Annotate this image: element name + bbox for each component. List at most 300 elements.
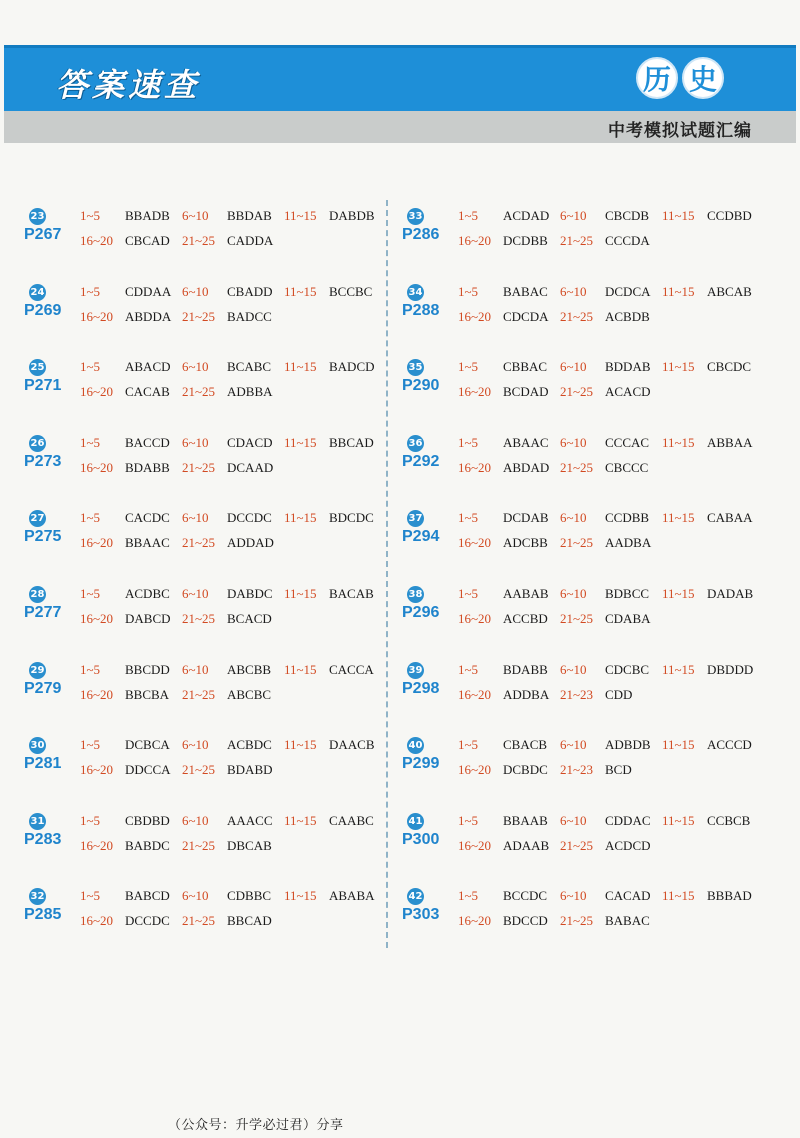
question-range: 16~20 [80, 837, 114, 853]
question-range: 21~25 [182, 459, 216, 475]
answer-letters: ACACD [605, 384, 651, 400]
question-range: 1~5 [80, 434, 101, 450]
question-range: 1~5 [458, 208, 479, 223]
question-range: 11~15 [284, 586, 317, 601]
page-reference: P285 [24, 906, 62, 924]
question-range: 1~5 [458, 737, 479, 753]
question-range: 16~20 [80, 308, 114, 324]
answer-letters: BABAC [503, 283, 548, 299]
page-reference: P296 [402, 604, 440, 621]
answer-letters: BDABB [125, 459, 170, 475]
question-range: 1~5 [458, 888, 479, 904]
answer-letters: DBCAB [227, 837, 272, 853]
answer-row [80, 233, 284, 249]
answer-letters: CACAD [605, 888, 651, 904]
answer-letters: BCD [605, 762, 632, 778]
answer-letters: ABBAA [707, 434, 753, 450]
question-range: 16~20 [458, 611, 492, 626]
question-range: 21~25 [182, 535, 216, 551]
column-divider [386, 200, 388, 948]
answer-entry [24, 208, 394, 258]
question-range: 1~5 [80, 510, 101, 526]
answer-row [80, 611, 284, 627]
answer-letters: CACCA [329, 661, 374, 677]
header-banner [4, 45, 796, 111]
question-range: 6~10 [182, 737, 209, 753]
subject-char: 史 [682, 57, 724, 99]
question-range: 6~10 [182, 434, 209, 450]
question-range: 6~10 [182, 208, 209, 223]
question-range: 21~25 [182, 384, 216, 400]
question-range: 16~20 [80, 762, 114, 778]
answer-letters: DCDAB [503, 510, 549, 526]
answer-letters: DDCCA [125, 762, 171, 778]
question-range: 11~15 [284, 208, 317, 223]
question-range: 6~10 [182, 283, 209, 299]
answer-entry [24, 359, 394, 409]
question-range: 16~20 [458, 913, 492, 929]
question-range: 16~20 [458, 762, 492, 778]
answer-row [458, 535, 662, 551]
answer-entry [402, 284, 772, 334]
subject-badge [636, 57, 724, 99]
page-reference: P267 [24, 226, 62, 243]
answer-row [80, 888, 386, 904]
answer-letters: BDABB [503, 661, 548, 677]
answer-letters: ABDAD [503, 459, 550, 475]
test-number-badge: 23 [29, 208, 46, 225]
answer-row [80, 510, 386, 526]
page-reference: P299 [402, 755, 440, 773]
page-reference: P269 [24, 301, 62, 319]
question-range: 21~23 [560, 762, 594, 778]
answer-letters: DCCDC [125, 913, 170, 929]
question-range: 1~5 [458, 510, 479, 526]
question-range: 21~25 [560, 913, 594, 929]
question-range: 16~20 [458, 459, 492, 475]
page-reference: P298 [402, 679, 440, 697]
answer-letters: DABDC [227, 586, 273, 601]
answer-letters: BACCD [125, 434, 170, 450]
question-range: 21~25 [182, 762, 216, 778]
question-range: 16~20 [458, 233, 492, 248]
answer-entry [402, 359, 772, 409]
page-title: 答案速查 [56, 66, 201, 104]
answer-row [458, 359, 764, 375]
question-range: 21~25 [560, 837, 594, 853]
test-number-badge: 25 [29, 359, 46, 376]
answer-letters: ACCCD [707, 737, 752, 753]
question-range: 11~15 [662, 283, 695, 299]
answer-letters: CCCAC [605, 434, 650, 450]
subheader-bar [4, 111, 796, 143]
answer-letters: ABCBB [227, 661, 272, 677]
answer-row [458, 888, 764, 904]
question-range: 21~25 [182, 611, 216, 626]
answer-letters: BBAAC [125, 535, 170, 551]
question-range: 16~20 [458, 384, 492, 400]
answer-letters: CBBAC [503, 359, 548, 375]
page-reference: P279 [24, 679, 62, 697]
answer-row [458, 737, 764, 753]
question-range: 1~5 [458, 661, 479, 677]
question-range: 1~5 [80, 208, 101, 223]
test-number-badge: 33 [407, 208, 424, 225]
question-range: 21~25 [560, 384, 594, 400]
answer-row [458, 662, 764, 678]
answer-letters: BDABD [227, 762, 273, 778]
answer-letters: AAACC [227, 812, 273, 828]
question-range: 1~5 [458, 359, 479, 375]
question-range: 16~20 [80, 913, 114, 929]
answer-letters: BBCAD [227, 913, 272, 929]
answer-row [458, 586, 764, 602]
question-range: 6~10 [182, 661, 209, 677]
test-number-badge: 27 [29, 510, 46, 527]
answer-letters: CDD [605, 686, 633, 702]
answer-entry [24, 662, 394, 712]
answer-letters: ACCBD [503, 611, 548, 626]
answer-row [80, 762, 284, 778]
answer-row [80, 535, 284, 551]
question-range: 6~10 [560, 586, 587, 601]
answer-letters: AABAB [503, 586, 549, 601]
answer-row [80, 384, 284, 400]
question-range: 16~20 [458, 686, 492, 702]
question-range: 16~20 [80, 686, 114, 702]
answer-row [458, 510, 764, 526]
page-reference: P294 [402, 528, 440, 546]
answer-letters: CDDAA [125, 283, 172, 299]
answer-letters: BABAC [605, 913, 650, 929]
answer-letters: ACDAD [503, 208, 550, 223]
question-range: 11~15 [662, 586, 695, 601]
answer-letters: ADDBA [503, 686, 550, 702]
question-range: 1~5 [80, 586, 101, 601]
question-range: 1~5 [80, 812, 101, 828]
answer-letters: CCDBD [707, 208, 752, 223]
question-range: 11~15 [284, 510, 317, 526]
answer-letters: BBAAB [503, 812, 548, 828]
question-range: 6~10 [560, 434, 587, 450]
answer-letters: ABCAB [707, 283, 752, 299]
question-range: 1~5 [80, 283, 101, 299]
question-range: 16~20 [80, 611, 114, 626]
answer-letters: CDCBC [605, 661, 650, 677]
page-reference: P273 [24, 452, 62, 470]
question-range: 1~5 [80, 359, 101, 375]
question-range: 16~20 [80, 384, 114, 400]
answer-letters: CBADD [227, 283, 273, 299]
question-range: 11~15 [284, 888, 317, 904]
answer-letters: ACDBC [125, 586, 170, 601]
answer-row [80, 687, 284, 703]
answer-entry [24, 737, 394, 787]
answer-letters: BABCD [125, 888, 170, 904]
test-number-badge: 32 [29, 888, 46, 905]
answer-row [458, 284, 764, 300]
page-reference: P300 [402, 830, 440, 848]
answer-letters: DCDBB [503, 233, 548, 248]
answer-row [80, 435, 386, 451]
answer-entry [402, 737, 772, 787]
question-range: 11~15 [284, 359, 317, 375]
page-reference: P271 [24, 377, 62, 395]
answer-letters: CBCAD [125, 233, 170, 248]
answer-row [80, 208, 386, 224]
question-range: 11~15 [662, 434, 695, 450]
question-range: 11~15 [662, 737, 695, 753]
page-reference: P275 [24, 528, 62, 546]
answer-letters: BDDAB [605, 359, 651, 375]
answer-letters: CDCDA [503, 308, 549, 324]
test-number-badge: 24 [29, 284, 46, 301]
answer-row [80, 309, 284, 325]
page-reference: P277 [24, 604, 62, 621]
question-range: 6~10 [182, 510, 209, 526]
question-range: 11~15 [662, 661, 695, 677]
question-range: 6~10 [182, 359, 209, 375]
answer-letters: ADBBA [227, 384, 273, 400]
answer-letters: BDBCC [605, 586, 650, 601]
page-reference: P283 [24, 830, 62, 848]
answer-row [80, 813, 386, 829]
question-range: 6~10 [560, 359, 587, 375]
answer-letters: BBBAD [707, 888, 752, 904]
test-number-badge: 29 [29, 662, 46, 679]
answer-entry [402, 208, 772, 258]
answer-letters: ABAAC [503, 434, 549, 450]
answer-letters: CACAB [125, 384, 170, 400]
question-range: 11~15 [662, 888, 695, 904]
question-range: 16~20 [458, 535, 492, 551]
answer-entry [24, 813, 394, 863]
answer-entry [24, 586, 394, 636]
answer-entry [402, 435, 772, 485]
question-range: 21~25 [182, 233, 216, 248]
question-range: 21~25 [560, 308, 594, 324]
question-range: 11~15 [284, 737, 317, 753]
test-number-badge: 39 [407, 662, 424, 679]
answer-letters: BCABC [227, 359, 272, 375]
answer-letters: CDACD [227, 434, 273, 450]
question-range: 16~20 [80, 535, 114, 551]
answer-letters: BACAB [329, 586, 374, 601]
answer-row [458, 838, 662, 854]
answer-letters: BCCDC [503, 888, 548, 904]
question-range: 1~5 [458, 812, 479, 828]
question-range: 21~25 [182, 308, 216, 324]
answer-letters: ABCBC [227, 686, 272, 702]
question-range: 6~10 [182, 812, 209, 828]
test-number-badge: 26 [29, 435, 46, 452]
answer-entry [24, 888, 394, 938]
answer-letters: CBDBD [125, 812, 170, 828]
answer-letters: DCBDC [503, 762, 548, 778]
answer-letters: ACDCD [605, 837, 651, 853]
answer-letters: CAABC [329, 812, 374, 828]
answer-letters: CBCDB [605, 208, 650, 223]
answer-entry [24, 284, 394, 334]
test-number-badge: 41 [407, 813, 424, 830]
question-range: 21~25 [560, 459, 594, 475]
answer-row [80, 359, 386, 375]
answer-letters: DBDDD [707, 661, 754, 677]
subheader-title: 中考模拟试题汇编 [608, 121, 752, 141]
test-number-badge: 36 [407, 435, 424, 452]
answer-letters: DCAAD [227, 459, 274, 475]
answer-row [80, 284, 386, 300]
answer-letters: ABACD [125, 359, 171, 375]
answer-letters: DADAB [707, 586, 754, 601]
answer-row [458, 233, 662, 249]
question-range: 21~25 [560, 233, 594, 248]
question-range: 16~20 [458, 837, 492, 853]
answer-entry [402, 510, 772, 560]
answer-letters: AADBA [605, 535, 652, 551]
answer-row [458, 687, 662, 703]
question-range: 11~15 [662, 208, 695, 223]
test-number-badge: 37 [407, 510, 424, 527]
question-range: 11~15 [284, 434, 317, 450]
answer-row [458, 611, 662, 627]
answer-letters: CBACB [503, 737, 548, 753]
answer-letters: BBCBA [125, 686, 170, 702]
question-range: 11~15 [662, 510, 695, 526]
question-range: 1~5 [80, 661, 101, 677]
answer-entry [24, 435, 394, 485]
answer-letters: CCBCB [707, 812, 751, 828]
answer-letters: BDCDC [329, 510, 374, 526]
question-range: 6~10 [182, 888, 209, 904]
answer-entry [402, 813, 772, 863]
question-range: 21~25 [182, 837, 216, 853]
answer-letters: BCCBC [329, 283, 373, 299]
answer-entry [402, 586, 772, 636]
question-range: 1~5 [80, 737, 101, 753]
answer-letters: CACDC [125, 510, 170, 526]
answer-letters: DABCD [125, 611, 171, 626]
answer-row [80, 662, 386, 678]
answer-letters: BBADB [125, 208, 170, 223]
answer-letters: DABDB [329, 208, 375, 223]
answer-letters: CDABA [605, 611, 651, 626]
answer-letters: CABAA [707, 510, 753, 526]
answer-letters: BBDAB [227, 208, 272, 223]
question-range: 21~25 [560, 535, 594, 551]
question-range: 11~15 [662, 812, 695, 828]
page-reference: P286 [402, 226, 440, 243]
question-range: 1~5 [458, 434, 479, 450]
page-reference: P281 [24, 755, 62, 773]
question-range: 6~10 [560, 661, 587, 677]
answer-letters: ACBDC [227, 737, 272, 753]
answer-letters: ADCBB [503, 535, 548, 551]
answer-letters: BDCCD [503, 913, 548, 929]
answer-row [80, 586, 386, 602]
test-number-badge: 35 [407, 359, 424, 376]
question-range: 21~25 [560, 611, 594, 626]
question-range: 6~10 [560, 812, 587, 828]
question-range: 6~10 [560, 888, 587, 904]
answer-letters: DCCDC [227, 510, 272, 526]
answer-letters: ABDDA [125, 308, 172, 324]
footer-note: （公众号：升学必过君）分享 [168, 1118, 344, 1133]
answer-letters: BCDAD [503, 384, 549, 400]
question-range: 11~15 [284, 661, 317, 677]
question-range: 6~10 [560, 510, 587, 526]
answer-letters: CDDAC [605, 812, 651, 828]
answer-letters: ADBDB [605, 737, 651, 753]
test-number-badge: 42 [407, 888, 424, 905]
question-range: 6~10 [182, 586, 209, 601]
answer-letters: ABABA [329, 888, 375, 904]
page-reference: P288 [402, 301, 440, 319]
question-range: 21~25 [182, 686, 216, 702]
answer-row [458, 762, 662, 778]
question-range: 21~23 [560, 686, 594, 702]
answer-row [458, 435, 764, 451]
test-number-badge: 40 [407, 737, 424, 754]
answer-row [80, 838, 284, 854]
question-range: 11~15 [284, 283, 317, 299]
answer-letters: BADCC [227, 308, 272, 324]
question-range: 1~5 [80, 888, 101, 904]
answer-row [80, 737, 386, 753]
test-number-badge: 28 [29, 586, 46, 603]
question-range: 16~20 [458, 308, 492, 324]
question-range: 6~10 [560, 208, 587, 223]
page-reference: P292 [402, 452, 440, 470]
answer-row [80, 913, 284, 929]
subject-char: 历 [636, 57, 678, 99]
answer-row [458, 384, 662, 400]
test-number-badge: 30 [29, 737, 46, 754]
answer-letters: DCBCA [125, 737, 170, 753]
question-range: 6~10 [560, 737, 587, 753]
answer-letters: ADDAD [227, 535, 274, 551]
answer-letters: BBCDD [125, 661, 170, 677]
test-number-badge: 31 [29, 813, 46, 830]
question-range: 21~25 [182, 913, 216, 929]
answer-row [80, 460, 284, 476]
answer-letters: CBCDC [707, 359, 752, 375]
answer-row [458, 913, 662, 929]
answer-letters: DAACB [329, 737, 375, 753]
page-reference: P303 [402, 906, 440, 924]
answer-row [458, 208, 764, 224]
answer-letters: CBCCC [605, 459, 649, 475]
answer-row [458, 309, 662, 325]
question-range: 11~15 [284, 812, 317, 828]
answer-letters: ACBDB [605, 308, 650, 324]
answer-row [458, 813, 764, 829]
answer-letters: BBCAD [329, 434, 374, 450]
answer-letters: CADDA [227, 233, 274, 248]
page-reference: P290 [402, 377, 440, 395]
question-range: 1~5 [458, 283, 479, 299]
question-range: 16~20 [80, 233, 114, 248]
answer-entry [24, 510, 394, 560]
answer-letters: BCACD [227, 611, 272, 626]
question-range: 1~5 [458, 586, 479, 601]
answer-letters: CCDBB [605, 510, 650, 526]
test-number-badge: 38 [407, 586, 424, 603]
question-range: 16~20 [80, 459, 114, 475]
answer-letters: BABDC [125, 837, 170, 853]
answer-letters: CDBBC [227, 888, 272, 904]
answer-letters: DCDCA [605, 283, 651, 299]
